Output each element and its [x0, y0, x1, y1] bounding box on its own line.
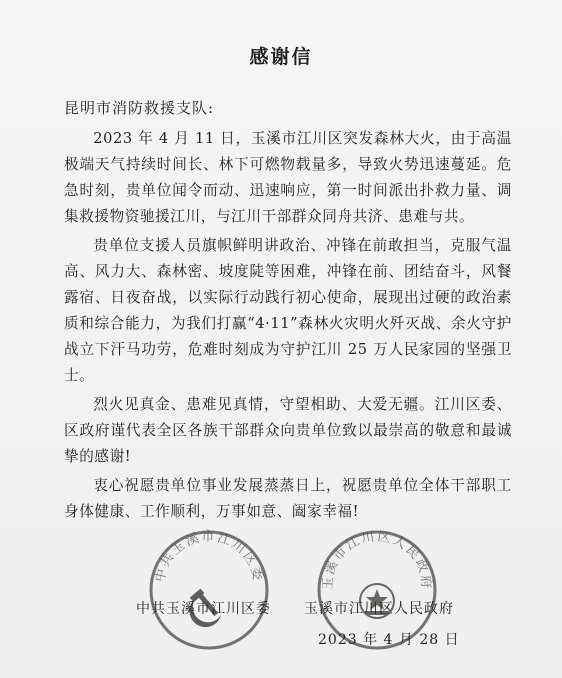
letter-paragraph: 衷心祝愿贵单位事业发展蒸蒸日上，祝愿贵单位全体干部职工身体健康、工作顺利，万事如意、阖家幸福!: [64, 477, 512, 520]
letter-paragraph: 烈火见真金、患难见真情，守望相助、大爱无疆。江川区委、区政府谨代表全区各族干部群众向贵单位致以最崇高的敬意和最诚挚的感谢!: [64, 396, 512, 465]
svg-text:中共玉溪市江川区委: [152, 530, 265, 584]
letter-date: 2023 年 4 月 28 日: [318, 632, 460, 648]
svg-text:玉溪市江川区人民政府: [321, 529, 434, 590]
letter-paragraph: 2023 年 4 月 11 日，玉溪市江川区突发森林大火，由于高温极端天气持续时间长、林下可燃物载量多，导致火势迅速蔓延。危急时刻，贵单位闻令而动、迅速响应，第一时间派出扑救力量、调集救援物资驰援江川，与江川干部群众同舟共济、患难与共。: [64, 130, 512, 225]
signature-government: 玉溪市江川区人民政府: [304, 601, 454, 617]
letter-body: [64, 126, 512, 528]
letter-paragraph: 贵单位支援人员旗帜鲜明讲政治、冲锋在前敢担当，克服气温高、风力大、森林密、坡度陡等困难，冲锋在前、团结奋斗，风餐露宿、日夜奋战，以实际行动践行初心使命，展现出过硬的政治素质和综合能力，为我们打赢“4·11”森林火灾明火歼灭战、余火守护战立下汗马功劳，危难时刻成为守护江川 25 万人民家园的坚强卫士。: [64, 237, 512, 384]
signature-party-committee: 中共玉溪市江川区委: [136, 601, 271, 617]
seal-right-text: 玉溪市江川区人民政府: [320, 529, 434, 591]
party-committee-seal: [146, 527, 272, 653]
letter-title: 感谢信: [249, 46, 313, 68]
seal-left-text: 中共玉溪市江川区委: [152, 529, 266, 584]
letter-salutation: 昆明市消防救援支队:: [64, 99, 215, 117]
